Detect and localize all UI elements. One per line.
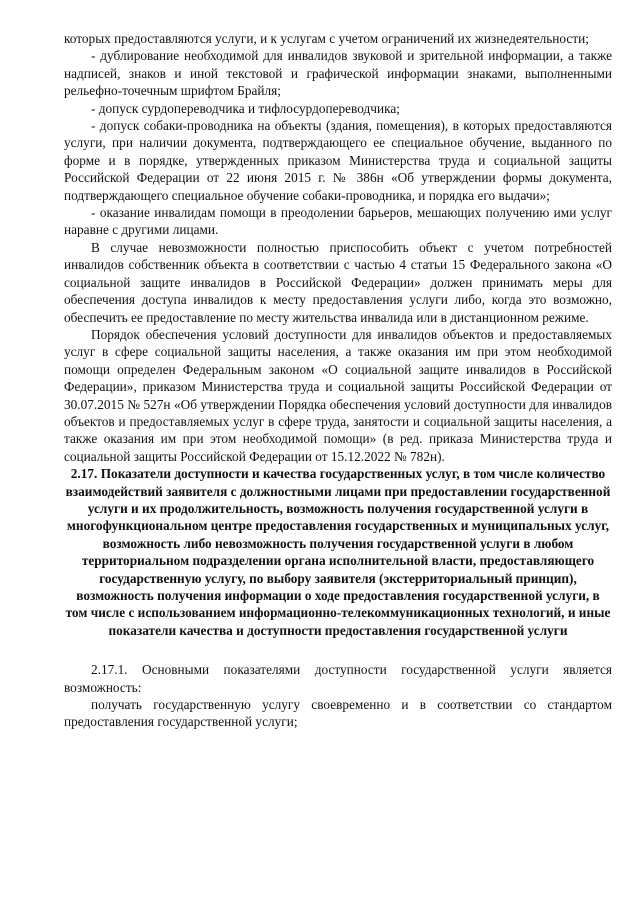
paragraph-assistance: - оказание инвалидам помощи в преодолении барьеров, мешающих получению ими услуг наравне с другими лицами. [64,205,612,238]
section-body [64,661,612,731]
section-title: 2.17. Показатели доступности и качества государственных услуг, в том числе количество взаимодействий заявителя с должностными лицами при предоставлении государственной услуги и их продолжительность, возможность получения государственной услуги в многофункциональном центре предоставления государственных и муниципальных услуг, возможность либо невозможность получения государственной услуги в любом территориальном подразделении органа исполнительной власти, предоставляющего государственную услугу, по выбору заявителя (экстерриториальный принцип), возможность получения информации о ходе предоставления государственной услуги, в том числе с использованием информационно-телекоммуникационных технологий, и иные показатели качества и доступности предоставления государственной услуги [65,466,611,638]
paragraph-2-17-1: 2.17.1. Основными показателями доступности государственной услуги является возможность: [64,662,612,695]
paragraph-impossibility: В случае невозможности полностью приспособить объект с учетом потребностей инвалидов собственник объекта в соответствии с частью 4 статьи 15 Федерального закона «О социальной защите инвалидов в Российской Федерации» должен принимать меры для обеспечения доступа инвалидов к месту предоставления услуги либо, когда это возможно, обеспечить ее предоставление по месту жительства инвалида или в дистанционном режиме. [64,239,612,325]
paragraph-procedure: Порядок обеспечения условий доступности для инвалидов объектов и предоставляемых услуг в сфере социальной защиты населения, а также оказания им при этом необходимой помощи определен Федеральным законом «О социальной защите инвалидов в Российской Федерации», приказом Министерства труда и социальной защиты Российской Федерации от 30.07.2015 № 527н «Об утверждении Порядка обеспечения условий доступности для инвалидов объектов и предоставляемых услуг в сфере труда, занятости и социальной защиты населения, а также оказания им при этом необходимой помощи» (в ред. приказа Министерства труда и социальной защиты Российской Федерации от 15.12.2022 № 782н). [64,326,612,464]
paragraph-guide-dog: - допуск собаки-проводника на объекты (здания, помещения), в которых предоставляются услуги, при наличии документа, подтверждающего ее специальное обучение, выданного по форме и в порядке, утвержденных приказом Министерства труда и социальной защиты Российской Федерации от 22 июня 2015 г. № 386н «Об утверждении формы документа, подтверждающего специальное обучение собаки-проводника, и порядка его выдачи»; [64,118,612,203]
paragraph-timely-service: получать государственную услугу своевременно и в соответствии со стандартом предоставления государственной услуги; [64,697,612,730]
paragraph-sign-interpreter: - допуск сурдопереводчика и тифлосурдопереводчика; [91,100,400,116]
paragraph-braille: - дублирование необходимой для инвалидов звуковой и зрительной информации, а также надписей, знаков и иной текстовой и графической информации знаками, выполненными рельефно-точечным шрифтом Брайля; [64,48,612,99]
paragraph-continuation: которых предоставляются услуги, и к услугам с учетом ограничений их жизнедеятельности; [64,31,589,46]
document-page [64,30,612,731]
